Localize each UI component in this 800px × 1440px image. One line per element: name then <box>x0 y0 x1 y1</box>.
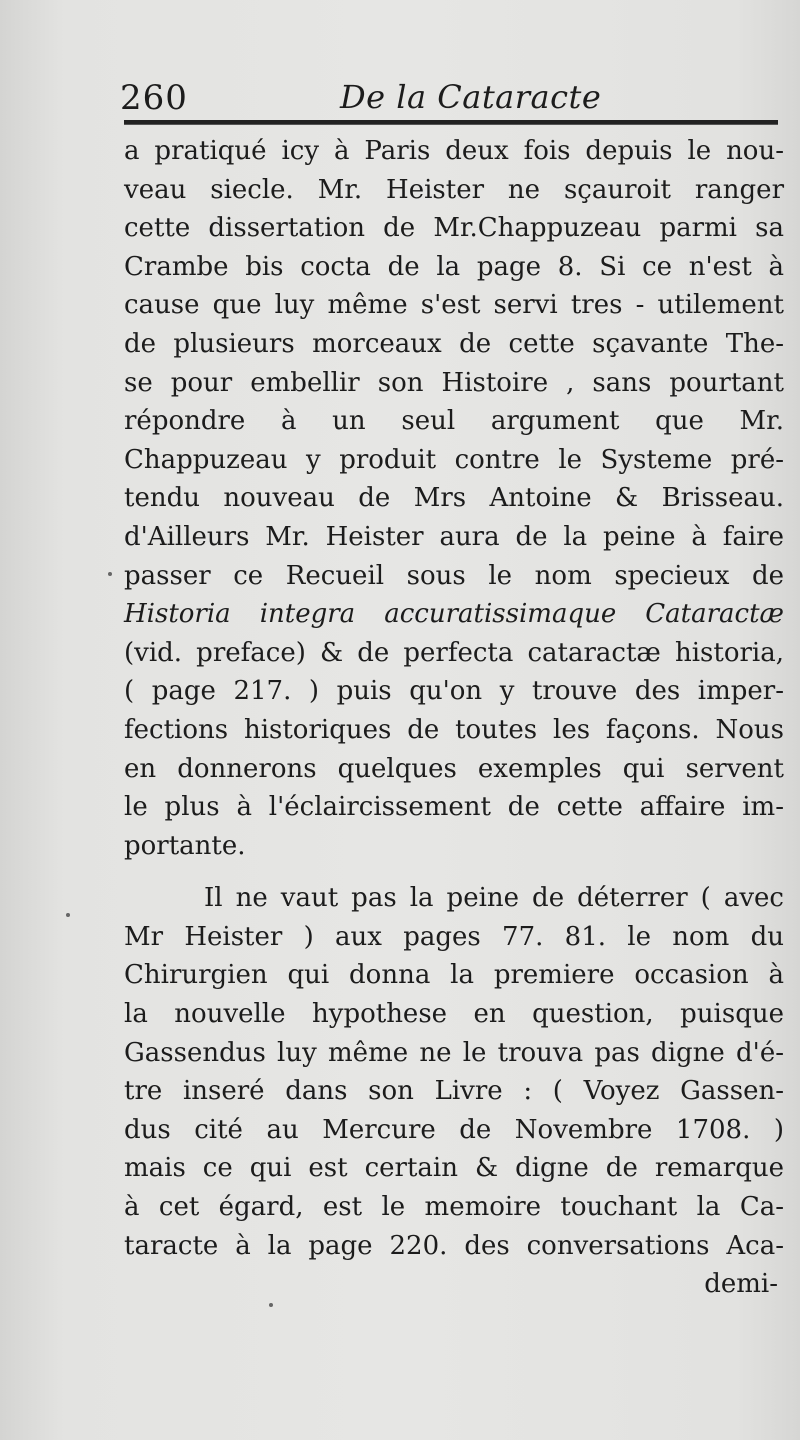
paper-speck <box>66 913 70 917</box>
text-line: la nouvelle hypothese en question, puisque <box>124 999 784 1030</box>
text-line: fections historiques de toutes les façons. Nous <box>124 714 784 745</box>
text-line: ( page 217. ) puis qu'on y trouve des imper- <box>124 676 784 707</box>
text-line: a pratiqué icy à Paris deux fois depuis le nou- <box>124 136 784 166</box>
text-line: (vid. preface) & de perfecta cataractæ historia, <box>124 637 784 668</box>
text-line: de plusieurs morceaux de cette sçavante The- <box>124 328 784 359</box>
text-line: Historia integra accuratissimaque Cataractæ <box>124 599 784 630</box>
text-line: Chirurgien qui donna la premiere occasion à <box>124 960 784 991</box>
text-line: en donnerons quelques exemples qui servent <box>124 753 784 784</box>
paragraph-1 <box>124 132 784 865</box>
text-line: dus cité au Mercure de Novembre 1708. ) <box>124 1114 784 1145</box>
page-number: 260 <box>120 78 188 118</box>
catchword: demi- <box>704 1269 778 1300</box>
text-line: Crambe bis cocta de la page 8. Si ce n'est à <box>124 251 784 282</box>
text-line: cause que luy même s'est servi tres - utilement <box>124 290 784 321</box>
body-text <box>124 132 784 1303</box>
text-line: répondre à un seul argument que Mr. <box>124 406 784 437</box>
text-line: taracte à la page 220. des conversations Aca- <box>124 1230 784 1261</box>
text-line: à cet égard, est le memoire touchant la Ca- <box>124 1192 784 1223</box>
text-line: Chappuzeau y produit contre le Systeme pré- <box>124 444 784 475</box>
text-line: portante. <box>124 830 246 861</box>
text-line: Mr Heister ) aux pages 77. 81. le nom du <box>124 921 784 952</box>
paragraph-gap <box>124 865 784 879</box>
text-line: Gassendus luy même ne le trouva pas digne d'é- <box>124 1037 784 1068</box>
paper-speck <box>108 572 112 576</box>
text-line: mais ce qui est certain & digne de remarque <box>124 1153 784 1184</box>
text-line: se pour embellir son Histoire , sans pourtant <box>124 367 784 398</box>
text-line: le plus à l'éclaircissement de cette affaire im- <box>124 792 784 823</box>
text-line: d'Ailleurs Mr. Heister aura de la peine à faire <box>124 521 784 552</box>
text-line: passer ce Recueil sous le nom specieux de <box>124 560 784 591</box>
text-line: Il ne vaut pas la peine de déterrer ( avec <box>204 883 784 914</box>
header-rule <box>124 120 778 125</box>
text-line: cette dissertation de Mr.Chappuzeau parmi sa <box>124 213 784 244</box>
page-header <box>120 72 780 120</box>
running-title: De la Cataracte <box>340 78 602 116</box>
text-line: veau siecle. Mr. Heister ne sçauroit ranger <box>124 174 784 205</box>
text-line: tre inseré dans son Livre : ( Voyez Gassen- <box>124 1076 784 1107</box>
paragraph-2 <box>124 879 784 1265</box>
paper-speck <box>269 1303 273 1307</box>
text-line: tendu nouveau de Mrs Antoine & Brisseau. <box>124 483 784 514</box>
